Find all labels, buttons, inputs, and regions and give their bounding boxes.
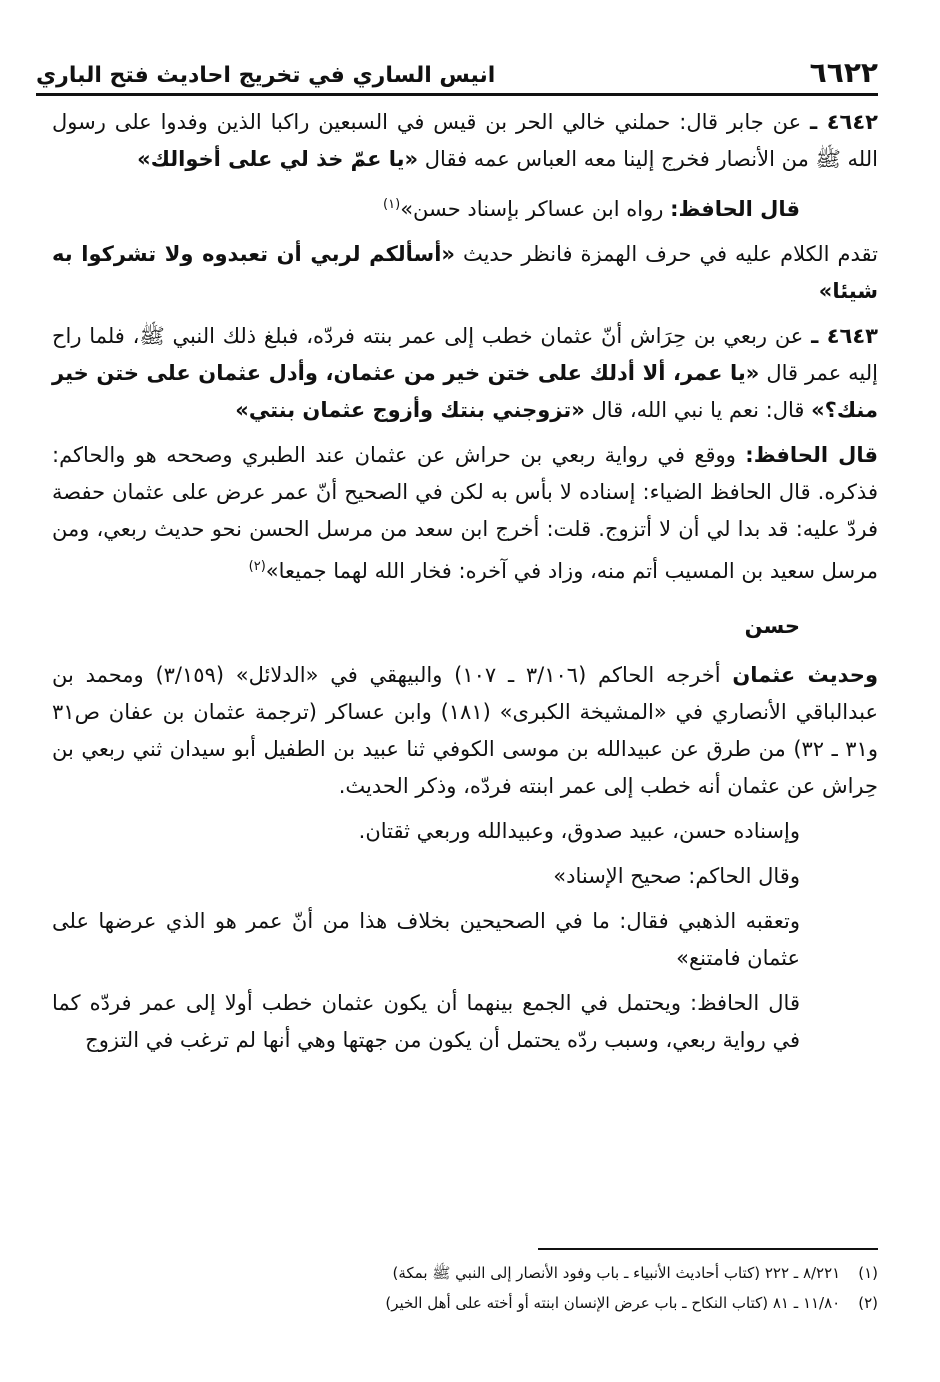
footnote-item (52, 1288, 878, 1318)
note-quote: «أسألكم لربي أن تعبدوه ولا تشركوا به شيئا» (52, 242, 878, 303)
isnad-paragraph: وإسناده حسن، عبيد صدوق، وعبيدالله وربعي ثقتان. (358, 819, 800, 843)
footnote-item (52, 1258, 878, 1288)
hadith-quote: «تزوجني بنتك وأزوج عثمان بنتي» (235, 398, 585, 422)
footnote-number: (٢) (858, 1294, 878, 1312)
page-number: ٦٦٢٢ (809, 56, 878, 89)
hakim-paragraph: وقال الحاكم: صحيح الإسناد» (553, 864, 800, 888)
book-title: انيس الساري في تخريج احاديث فتح الباري (36, 63, 496, 88)
hadith-quote: «يا عمّ خذ لي على أخوالك» (137, 147, 419, 171)
hadith-number: ٤٦٤٢ ـ (810, 110, 878, 134)
takhrij-paragraph (52, 657, 878, 805)
hadith-number: ٤٦٤٣ ـ (811, 324, 878, 348)
hadith-text: عن جابر قال: حملني خالي الحر بن قيس في السبعين راكبا الذين وفدوا على رسول الله ﷺ من الأنصار فخرج إلينا معه العباس عمه فقال (52, 110, 878, 171)
hafiz-text: رواه ابن عساكر بإسناد حسن» (400, 197, 671, 221)
final-paragraph: قال الحافظ: ويحتمل في الجمع بينهما أن يكون عثمان خطب أولا إلى عمر فردّه كما في رواية ربعي، وسبب ردّه يحتمل أن يكون من جهتها وهي أنها لم ترغب في التزوج (52, 991, 800, 1052)
hafiz-comment (52, 437, 878, 590)
hafiz-label: قال الحافظ: (670, 197, 800, 221)
hadith-quote: «يا عمر، ألا أدلك على ختن خير من عثمان، وأدل عثمان على ختن خير منك؟» (52, 361, 878, 422)
footnotes (52, 1248, 878, 1318)
dhahabi-paragraph: وتعقبه الذهبي فقال: ما في الصحيحين بخلاف هذا من أنّ عمر هو الذي عرضها على عثمان فامتنع» (52, 909, 800, 970)
footnote-ref: (١) (383, 197, 401, 212)
footnote-text: ١١/٨٠ ـ ٨١ (كتاب النكاح ـ باب عرض الإنسان ابنته أو أخته على أهل الخير) (385, 1294, 841, 1312)
footnote-number: (١) (858, 1264, 878, 1282)
footnote-divider (538, 1248, 878, 1250)
footnote-text: ٨/٢٢١ ـ ٢٢٢ (كتاب أحاديث الأنبياء ـ باب وفود الأنصار إلى النبي ﷺ بمكة) (392, 1264, 841, 1282)
hafiz-label: قال الحافظ: (745, 443, 878, 467)
running-header (36, 46, 878, 96)
hadith-text: عن ربعي بن حِرَاش أنّ عثمان خطب إلى عمر بنته فردّه، فبلغ ذلك النبي ﷺ، فلما راح إليه عمر قال (52, 324, 878, 385)
hadith-text: قال: نعم يا نبي الله، قال (584, 398, 812, 422)
hadith-4642 (52, 104, 878, 178)
footnote-ref: (٢) (248, 559, 266, 574)
cross-reference-note (52, 236, 878, 310)
takhrij-text: أخرجه الحاكم (٣/١٠٦ ـ ١٠٧) والبيهقي في «الدلائل» (٣/١٥٩) ومحمد بن عبدالباقي الأنصاري في «المشيخة الكبرى» (١٨١) وابن عساكر (ترجمة عثمان بن عفان ص٣١ و٣١ ـ ٣٢) من طرق عن عبيدالله بن موسى الكوفي ثنا عبيد بن الطفيل أبو سيدان ثني ربعي بن حِراش عن عثمان أنه خطب إلى عمر ابنته فردّه، وذكر الحديث. (52, 663, 878, 798)
hadith-grade: حسن (744, 614, 800, 638)
hadith-4643 (52, 318, 878, 429)
main-text (52, 104, 878, 1067)
takhrij-lead: وحديث عثمان (732, 663, 878, 687)
note-text: تقدم الكلام عليه في حرف الهمزة فانظر حديث (454, 242, 878, 266)
hafiz-comment (52, 186, 878, 228)
hafiz-text: ووقع في رواية ربعي بن حراش عن عثمان عند الطبري وصححه هو والحاكم: فذكره. قال الحافظ الضياء: إسناده لا بأس به لكن في الصحيح أنّ عمر عرض على عثمان حفصة فردّ عليه: قد بدا لي أن لا أتزوج. قلت: أخرج ابن سعد من مرسل الحسن نحو حديث ربعي، ومن مرسل سعيد بن المسيب أتم منه، وزاد في آخره: فخار الله لهما جميعا» (52, 443, 878, 583)
